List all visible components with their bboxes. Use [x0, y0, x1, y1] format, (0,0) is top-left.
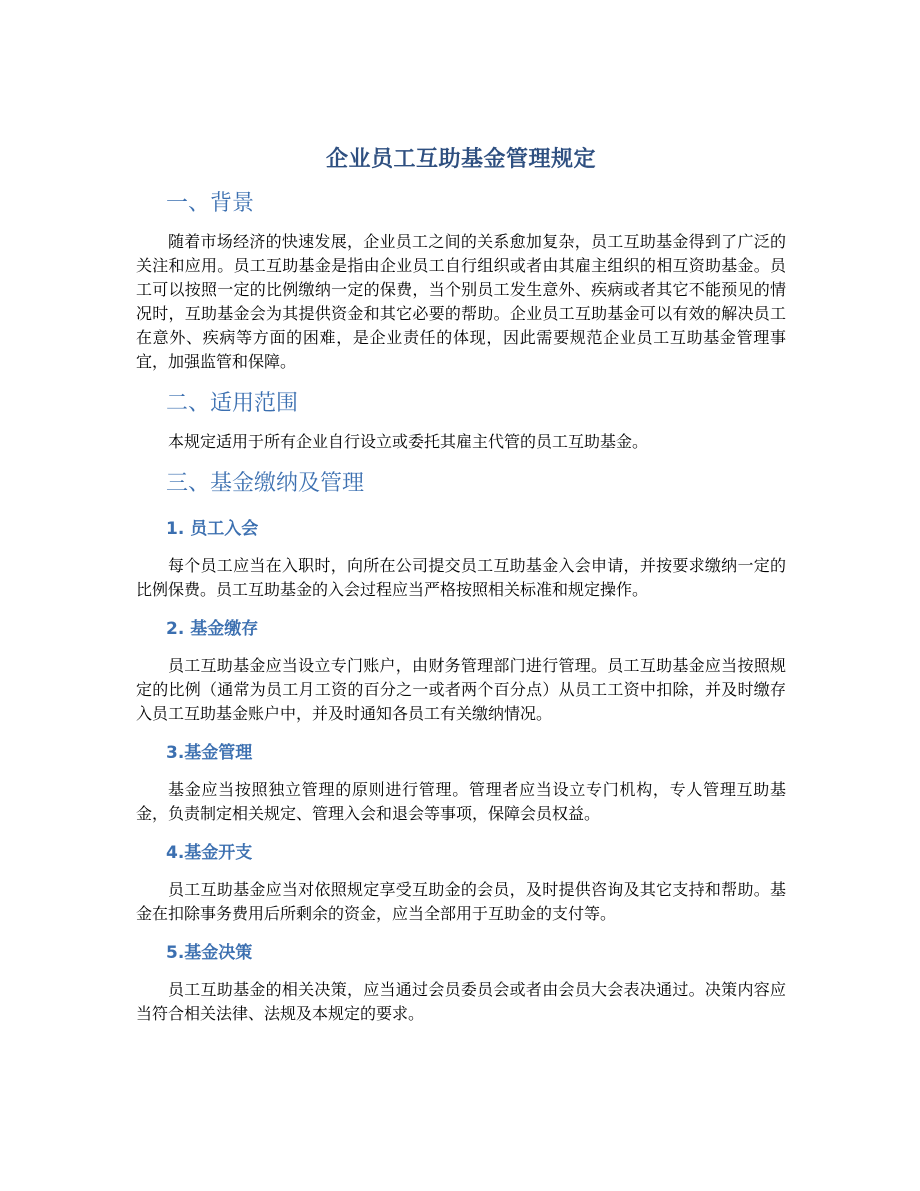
- section-heading-fund-management: 三、基金缴纳及管理: [166, 471, 365, 496]
- subsection-heading-expenditure: 4.基金开支: [166, 843, 253, 863]
- document-body: [136, 140, 786, 1038]
- subsection-heading-deposit: 2. 基金缴存: [166, 619, 259, 639]
- subsection-paragraph-deposit: 员工互助基金应当设立专门账户，由财务管理部门进行管理。员工互助基金应当按照规定的比例（通常为员工月工资的百分之一或者两个百分点）从员工工资中扣除，并及时缴存入员工互助基金账户中，并及时通知各员工有关缴纳情况。: [136, 656, 786, 723]
- subsection-heading-enrollment: 1. 员工入会: [166, 519, 259, 539]
- section-paragraph-background: 随着市场经济的快速发展，企业员工之间的关系愈加复杂，员工互助基金得到了广泛的关注和应用。员工互助基金是指由企业员工自行组织或者由其雇主组织的相互资助基金。员工可以按照一定的比例缴纳一定的保费，当个别员工发生意外、疾病或者其它不能预见的情况时，互助基金会为其提供资金和其它必要的帮助。企业员工互助基金可以有效的解决员工在意外、疾病等方面的困难，是企业责任的体现，因此需要规范企业员工互助基金管理事宜，加强监管和保障。: [136, 232, 786, 371]
- document-title: 企业员工互助基金管理规定: [325, 147, 596, 172]
- section-paragraph-scope: 本规定适用于所有企业自行设立或委托其雇主代管的员工互助基金。: [168, 432, 649, 451]
- section-heading-background: 一、背景: [166, 191, 255, 216]
- subsection-paragraph-expenditure: 员工互助基金应当对依照规定享受互助金的会员，及时提供咨询及其它支持和帮助。基金在扣除事务费用后所剩余的资金，应当全部用于互助金的支付等。: [136, 880, 786, 923]
- subsection-heading-management: 3.基金管理: [166, 743, 253, 763]
- subsection-paragraph-decision: 员工互助基金的相关决策，应当通过会员委员会或者由会员大会表决通过。决策内容应当符合相关法律、法规及本规定的要求。: [136, 980, 786, 1023]
- section-heading-scope: 二、适用范围: [166, 391, 299, 416]
- subsection-heading-decision: 5.基金决策: [166, 943, 253, 963]
- subsection-paragraph-enrollment: 每个员工应当在入职时，向所在公司提交员工互助基金入会申请，并按要求缴纳一定的比例保费。员工互助基金的入会过程应当严格按照相关标准和规定操作。: [136, 556, 786, 599]
- subsection-paragraph-management: 基金应当按照独立管理的原则进行管理。管理者应当设立专门机构，专人管理互助基金，负责制定相关规定、管理入会和退会等事项，保障会员权益。: [136, 780, 786, 823]
